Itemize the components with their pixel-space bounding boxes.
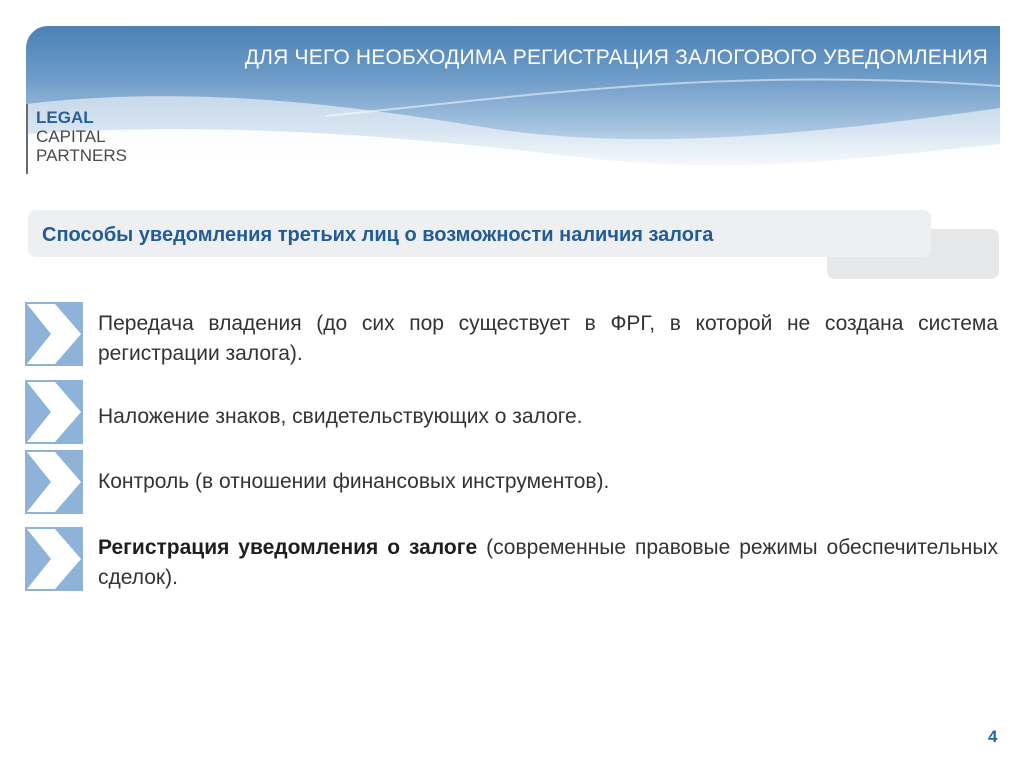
page-number: 4 — [988, 727, 998, 746]
logo-divider — [26, 104, 28, 174]
company-logo — [36, 108, 127, 165]
list-item — [98, 467, 998, 497]
list-item — [98, 402, 998, 432]
logo-line-2: CAPITAL — [36, 127, 106, 146]
list-item-text: Контроль (в отношении финансовых инструментов). — [98, 470, 610, 493]
list-item-text: Наложение знаков, свидетельствующих о залоге. — [98, 405, 583, 428]
list-item-text: (современные правовые режимы обеспечительных сделок). — [98, 536, 998, 589]
logo-line-1: LEGAL — [36, 108, 94, 127]
slide-title: ДЛЯ ЧЕГО НЕОБХОДИМА РЕГИСТРАЦИЯ ЗАЛОГОВОГО УВЕДОМЛЕНИЯ — [244, 46, 988, 69]
chevron-right-icon — [25, 380, 83, 444]
list-item — [98, 309, 998, 369]
list-item-text: Передача владения (до сих пор существует в ФРГ, в которой не создана система регистрации залога). — [98, 312, 998, 365]
list-item-bold-text: Регистрация уведомления о залоге — [98, 536, 478, 559]
logo-line-3: PARTNERS — [36, 146, 128, 165]
chevron-right-icon — [25, 450, 83, 514]
chevron-right-icon — [25, 527, 83, 591]
chevron-right-icon — [25, 302, 83, 366]
section-subtitle: Способы уведомления третьих лиц о возможности наличия залога — [42, 224, 714, 246]
list-item — [98, 533, 998, 593]
